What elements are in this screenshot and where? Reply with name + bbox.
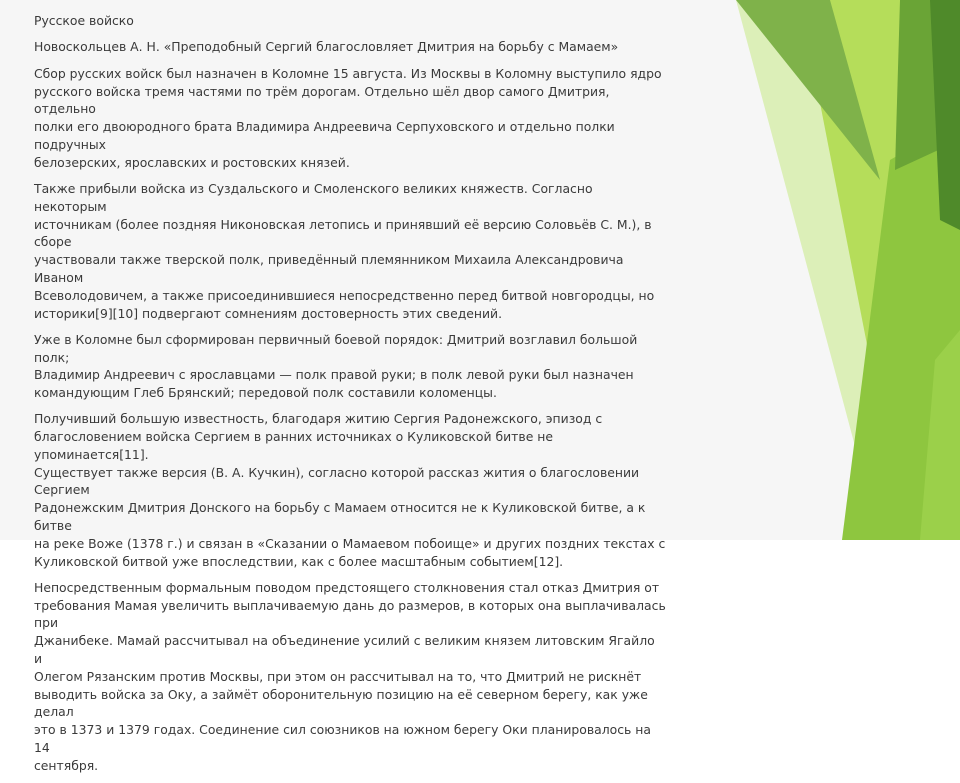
paragraph: Также прибыли войска из Суздальского и Смоленского великих княжеств. Согласно некоторым источникам (более поздняя Никоновская летопись и принявший её версию Соловьёв С. М.), в сборе участвовали также тверской полк, приведённый племянником Михаила Александровича Иваном Всеволодовичем, а также присоединившиеся непосредственно перед битвой новгородцы, но историки[9][10] подвергают сомнениям достоверность этих сведений. [34,180,655,321]
paragraph: Непосредственным формальным поводом предстоящего столкновения стал отказ Дмитрия от требования Мамая увеличить выплачиваемую дань до размеров, в которых она выплачивалась при Джанибеке. Мамай рассчитывал на объединение усилий с великим князем литовским Ягайло и Олегом Рязанским против Москвы, при этом он рассчитывал на то, что Дмитрий не рискнёт выводить войска за Оку, а займёт оборонительную позицию на её северном берегу, как уже делал это в 1373 и 1379 годах. Соединение сил союзников на южном берегу Оки планировалось на 14 сентября. [34,579,666,773]
slide-title: Русское войско [34,13,134,28]
image-caption: Новоскольцев А. Н. «Преподобный Сергий благословляет Дмитрия на борьбу с Мамаем» [34,39,619,55]
paragraph: Уже в Коломне был сформирован первичный боевой порядок: Дмитрий возглавил большой полк; Владимир Андреевич с ярославцами — полк правой руки; в полк левой руки был назначен командующим Глеб Брянский; передовой полк составили коломенцы. [34,331,638,401]
slide-content [34,12,666,783]
paragraph: Получивший большую известность, благодаря житию Сергия Радонежского, эпизод с благословением войска Сергием в ранних источниках о Куликовской битве не упоминается[11]. Существует также версия (В. А. Кучкин), согласно которой рассказ жития о благословении Сергием Радонежским Дмитрия Донского на борьбу с Мамаем относится не к Куликовской битве, а к битве на реке Воже (1378 г.) и связан в «Сказании о Мамаевом побоище» и других поздних текстах с Куликовской битвой уже впоследствии, как с более масштабным событием[12]. [34,411,666,569]
paragraph: Сбор русских войск был назначен в Коломне 15 августа. Из Москвы в Коломну выступило ядро русского войска тремя частями по трём дорогам. Отдельно шёл двор самого Дмитрия, отдельно полки его двоюродного брата Владимира Андреевича Серпуховского и отдельно полки подручных белозерских, ярославских и ростовских князей. [34,65,662,170]
